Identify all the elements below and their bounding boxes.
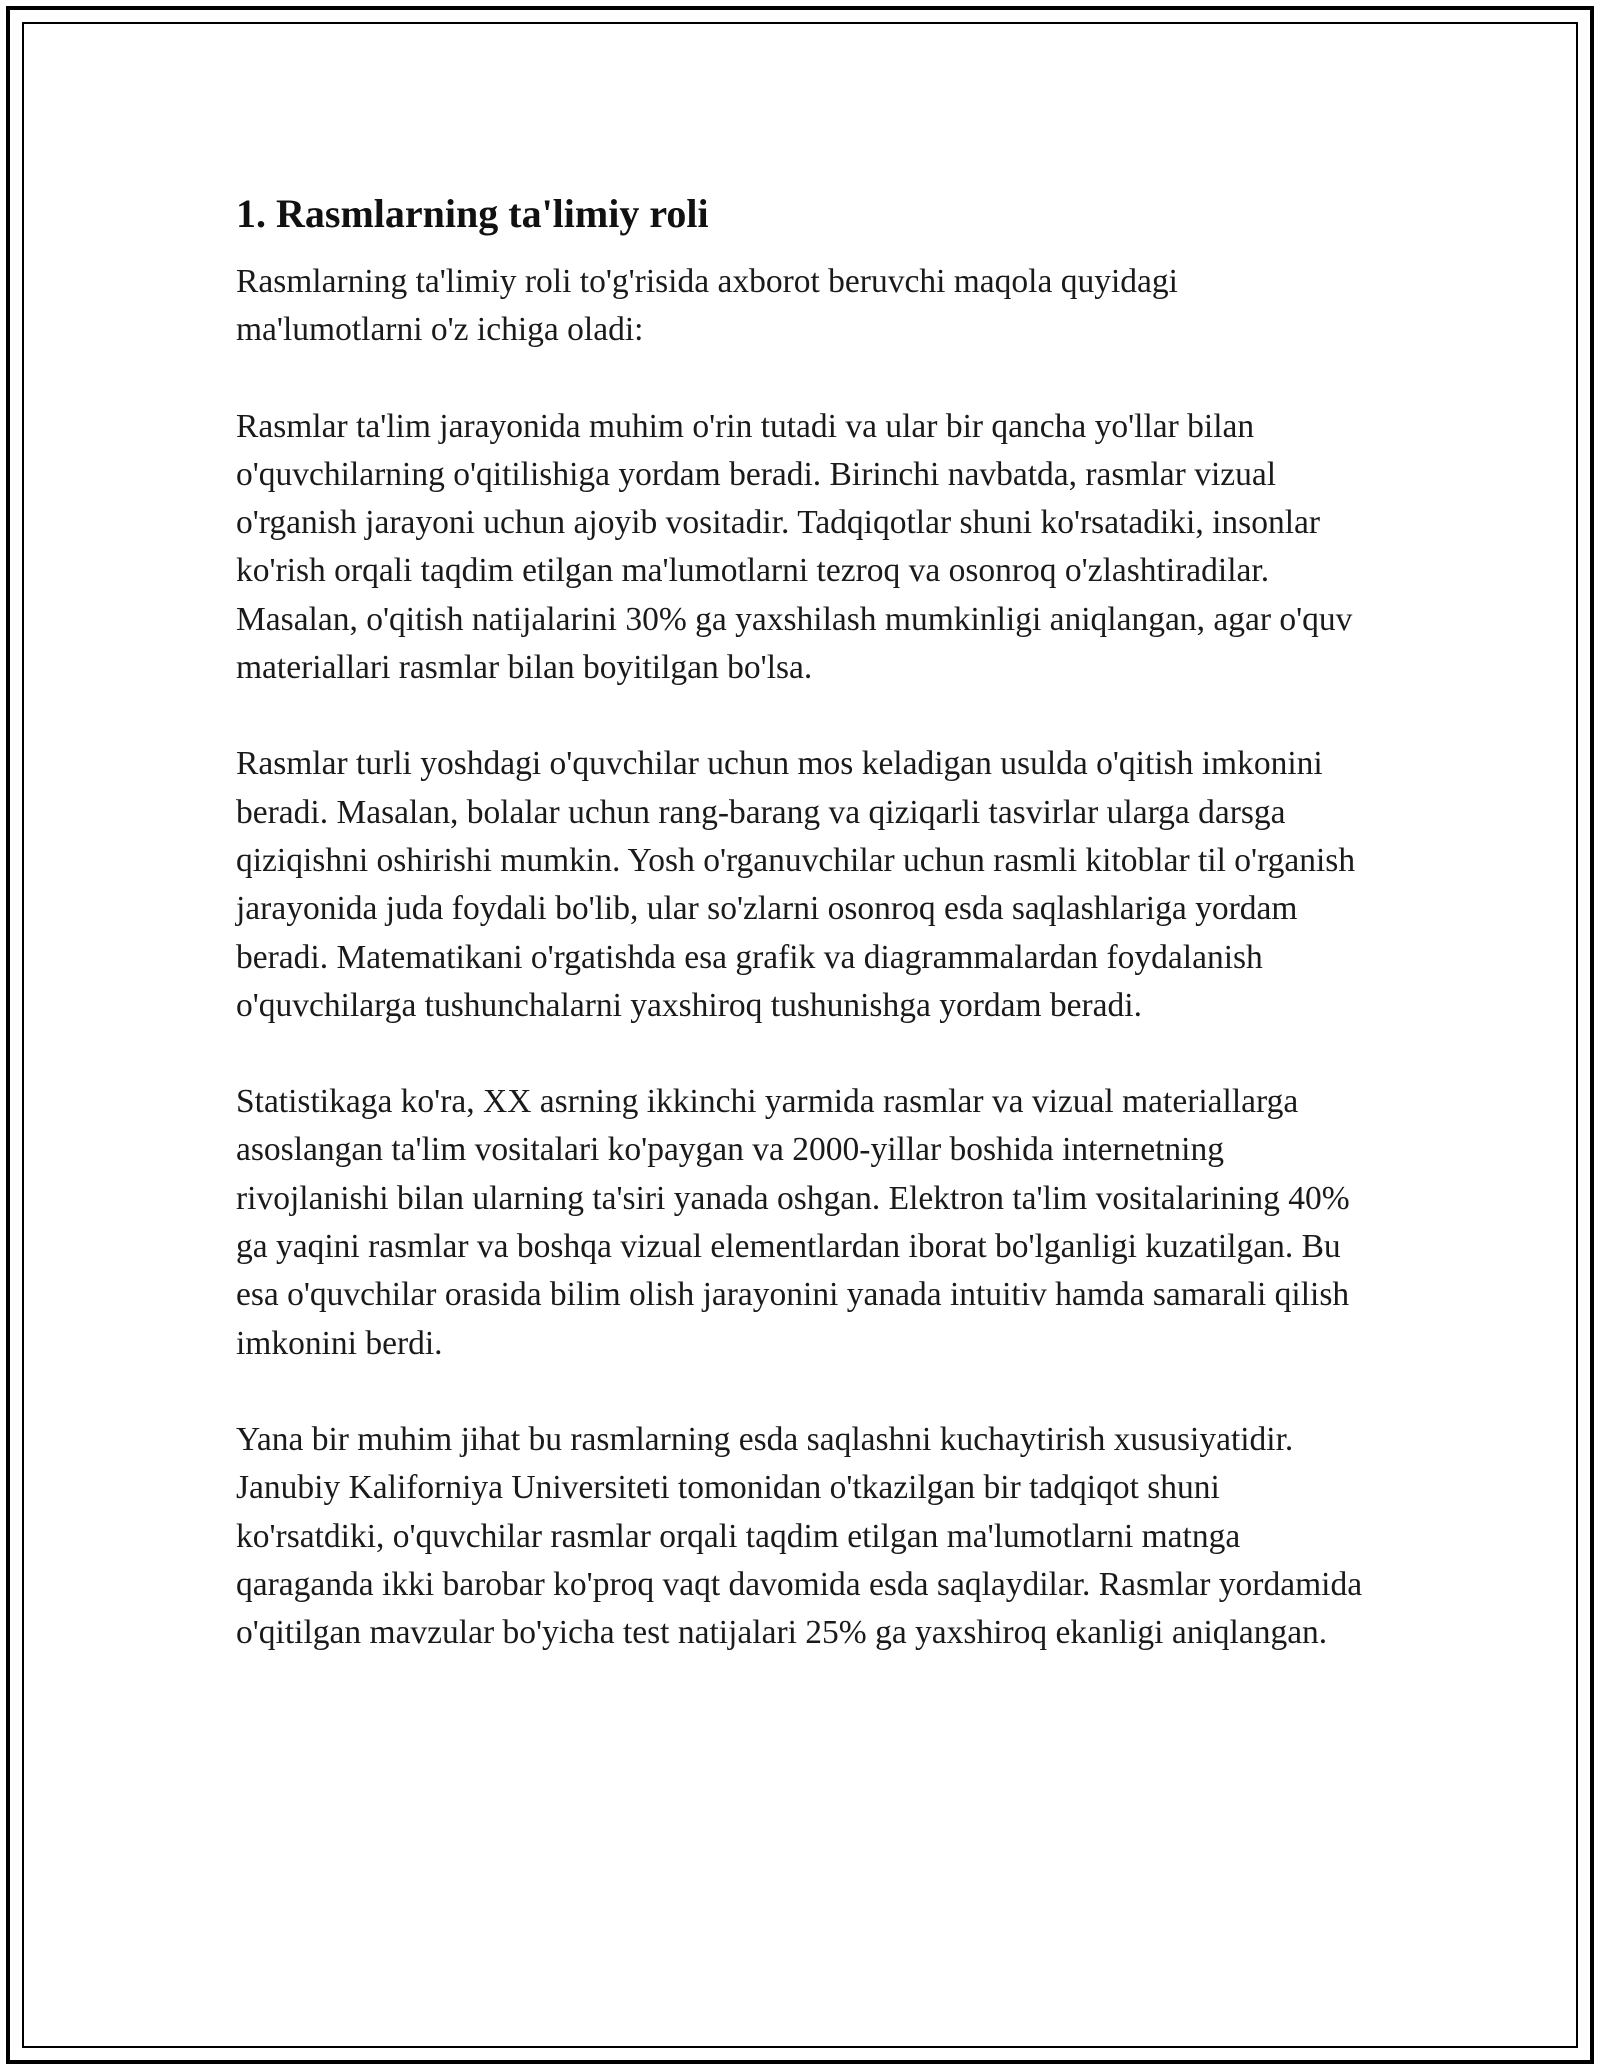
- paragraph-1: Rasmlar ta'lim jarayonida muhim o'rin tutadi va ular bir qancha yo'llar bilan o'quvchilarning o'qitilishiga yordam beradi. Birinchi navbatda, rasmlar vizual o'rganish jarayoni uchun ajoyib vositadir. Tadqiqotlar shuni ko'rsatadiki, insonlar ko'rish orqali taqdim etilgan ma'lumotlarni tezroq va osonroq o'zlashtiradilar. Masalan, o'qitish natijalarini 30% ga yaxshilash mumkinligi aniqlangan, agar o'quv materiallari rasmlar bilan boyitilgan bo'lsa.: [236, 407, 1353, 687]
- paragraph-3: Statistikaga ko'ra, XX asrning ikkinchi yarmida rasmlar va vizual materiallarga asoslangan ta'lim vositalari ko'paygan va 2000-yillar boshida internetning rivojlanishi bilan ularning ta'siri yanada oshgan. Elektron ta'lim vositalarining 40% ga yaqini rasmlar va boshqa vizual elementlardan iborat bo'lganligi kuzatilgan. Bu esa o'quvchilar orasida bilim olish jarayonini yanada intuitiv hamda samarali qilish imkonini berdi.: [236, 1083, 1350, 1362]
- intro-paragraph: Rasmlarning ta'limiy roli to'g'risida axborot beruvchi maqola quyidagi ma'lumotlarni o'z ichiga oladi:: [236, 263, 1178, 349]
- document-body: [236, 190, 1366, 1657]
- paragraph-2: Rasmlar turli yoshdagi o'quvchilar uchun mos keladigan usulda o'qitish imkonini beradi. Masalan, bolalar uchun rang-barang va qiziqarli tasvirlar ularga darsga qiziqishni oshirishi mumkin. Yosh o'rganuvchilar uchun rasmli kitoblar til o'rganish jarayonida juda foydali bo'lib, ular so'zlarni osonroq esda saqlashlariga yordam beradi. Matematikani o'rgatishda esa grafik va diagrammalardan foydalanish o'quvchilarga tushunchalarni yaxshiroq tushunishga yordam beradi.: [236, 745, 1356, 1024]
- section-heading: 1. Rasmlarning ta'limiy roli: [236, 191, 709, 236]
- paragraph-4: Yana bir muhim jihat bu rasmlarning esda saqlashni kuchaytirish xususiyatidir. Janubiy Kaliforniya Universiteti tomonidan o'tkazilgan bir tadqiqot shuni ko'rsatdiki, o'quvchilar rasmlar orqali taqdim etilgan ma'lumotlarni matnga qaraganda ikki barobar ko'proq vaqt davomida esda saqlaydilar. Rasmlar yordamida o'qitilgan mavzular bo'yicha test natijalari 25% ga yaxshiroq ekanligi aniqlangan.: [236, 1420, 1363, 1652]
